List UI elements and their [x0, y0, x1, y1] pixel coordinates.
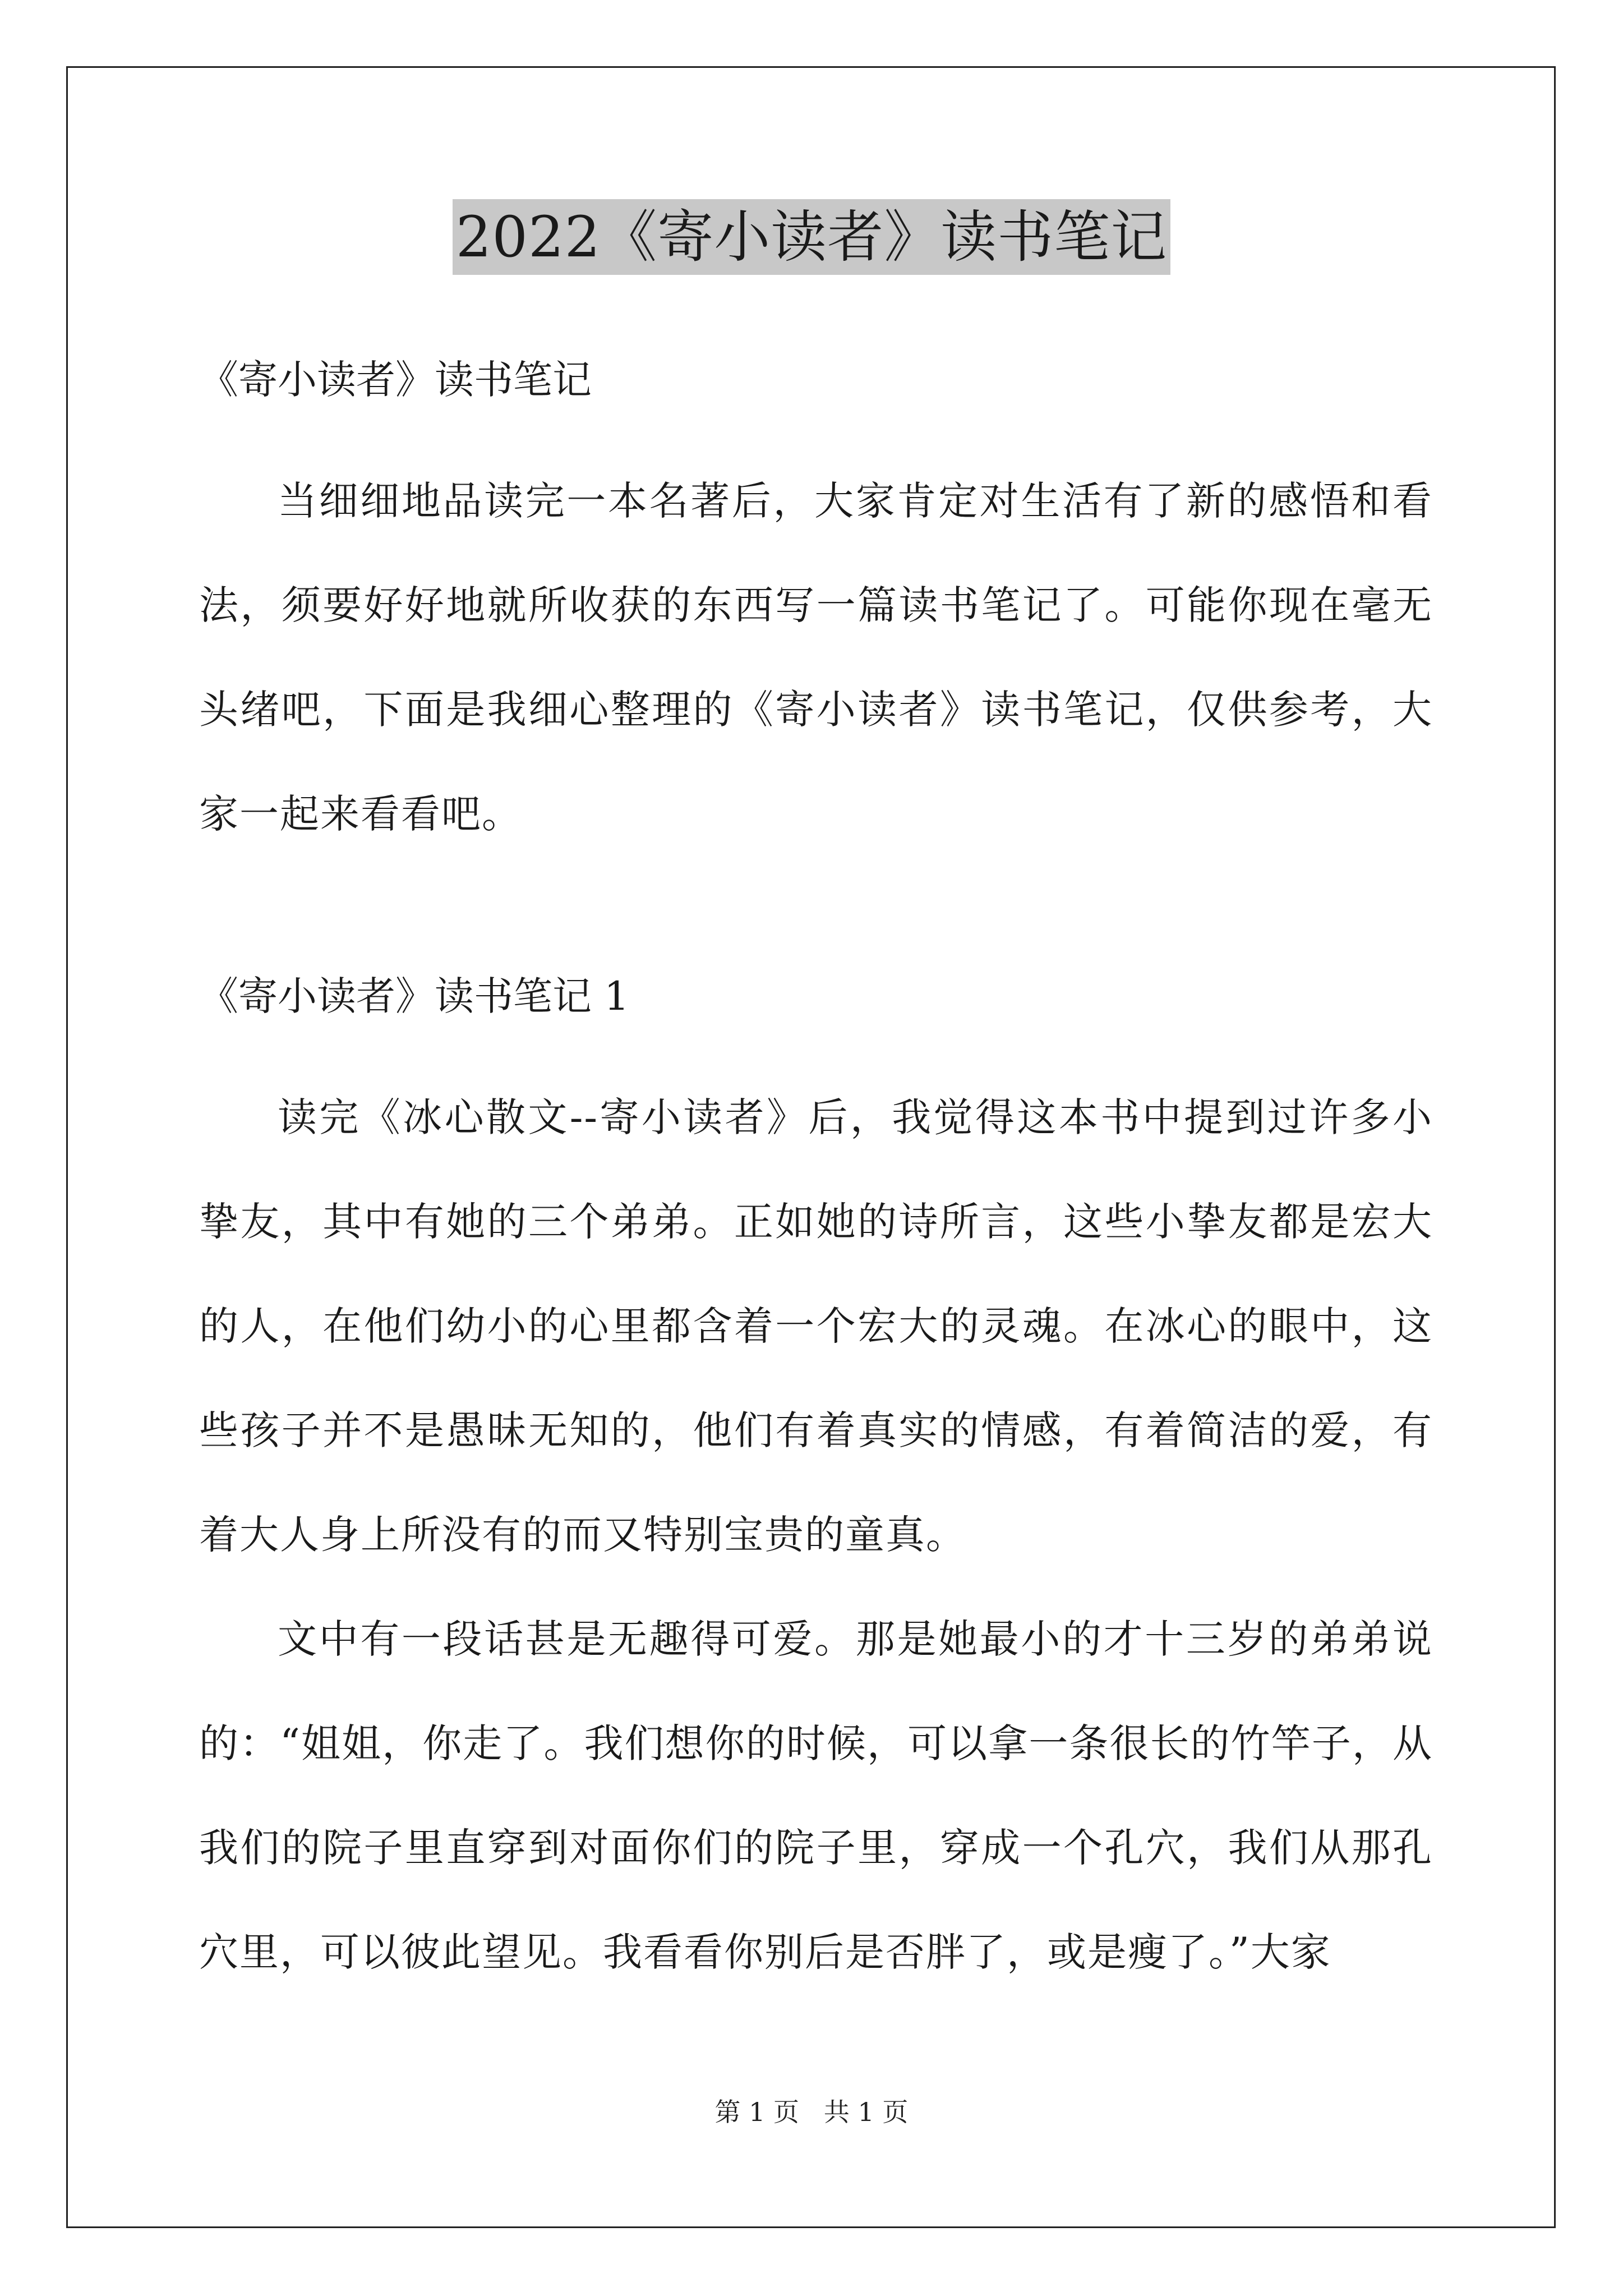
section-1-paragraph-2: 文中有一段话甚是无趣得可爱。那是她最小的才十三岁的弟弟说的：“姐姐，你走了。我们想你的时候，可以拿一条很长的竹竿子，从我们的院子里直穿到对面你们的院子里，穿成一个孔穴，我们从那孔穴里，可以彼此望见。我看看你别后是否胖了，或是瘦了。”大家: [199, 1616, 1433, 1975]
page-footer: 第 1 页 共 1 页: [714, 2097, 909, 2127]
intro-heading: 《寄小读者》读书笔记: [199, 357, 592, 403]
title-container: [0, 199, 1623, 275]
section-1-heading: 《寄小读者》读书笔记 1: [199, 973, 629, 1019]
document-title: 2022《寄小读者》读书笔记: [453, 199, 1171, 275]
intro-paragraph: 当细细地品读完一本名著后，大家肯定对生活有了新的感悟和看法，须要好好地就所收获的东西写一篇读书笔记了。可能你现在毫无头绪吧，下面是我细心整理的《寄小读者》读书笔记，仅供参考，大家一起来看看吧。: [199, 478, 1433, 837]
document-body: [199, 311, 1433, 2004]
section-1-paragraph-1: 读完《冰心散文--寄小读者》后，我觉得这本书中提到过许多小挚友，其中有她的三个弟弟。正如她的诗所言，这些小挚友都是宏大的人，在他们幼小的心里都含着一个宏大的灵魂。在冰心的眼中，这些孩子并不是愚昧无知的，他们有着真实的情感，有着简洁的爱，有着大人身上所没有的而又特别宝贵的童真。: [199, 1094, 1433, 1558]
